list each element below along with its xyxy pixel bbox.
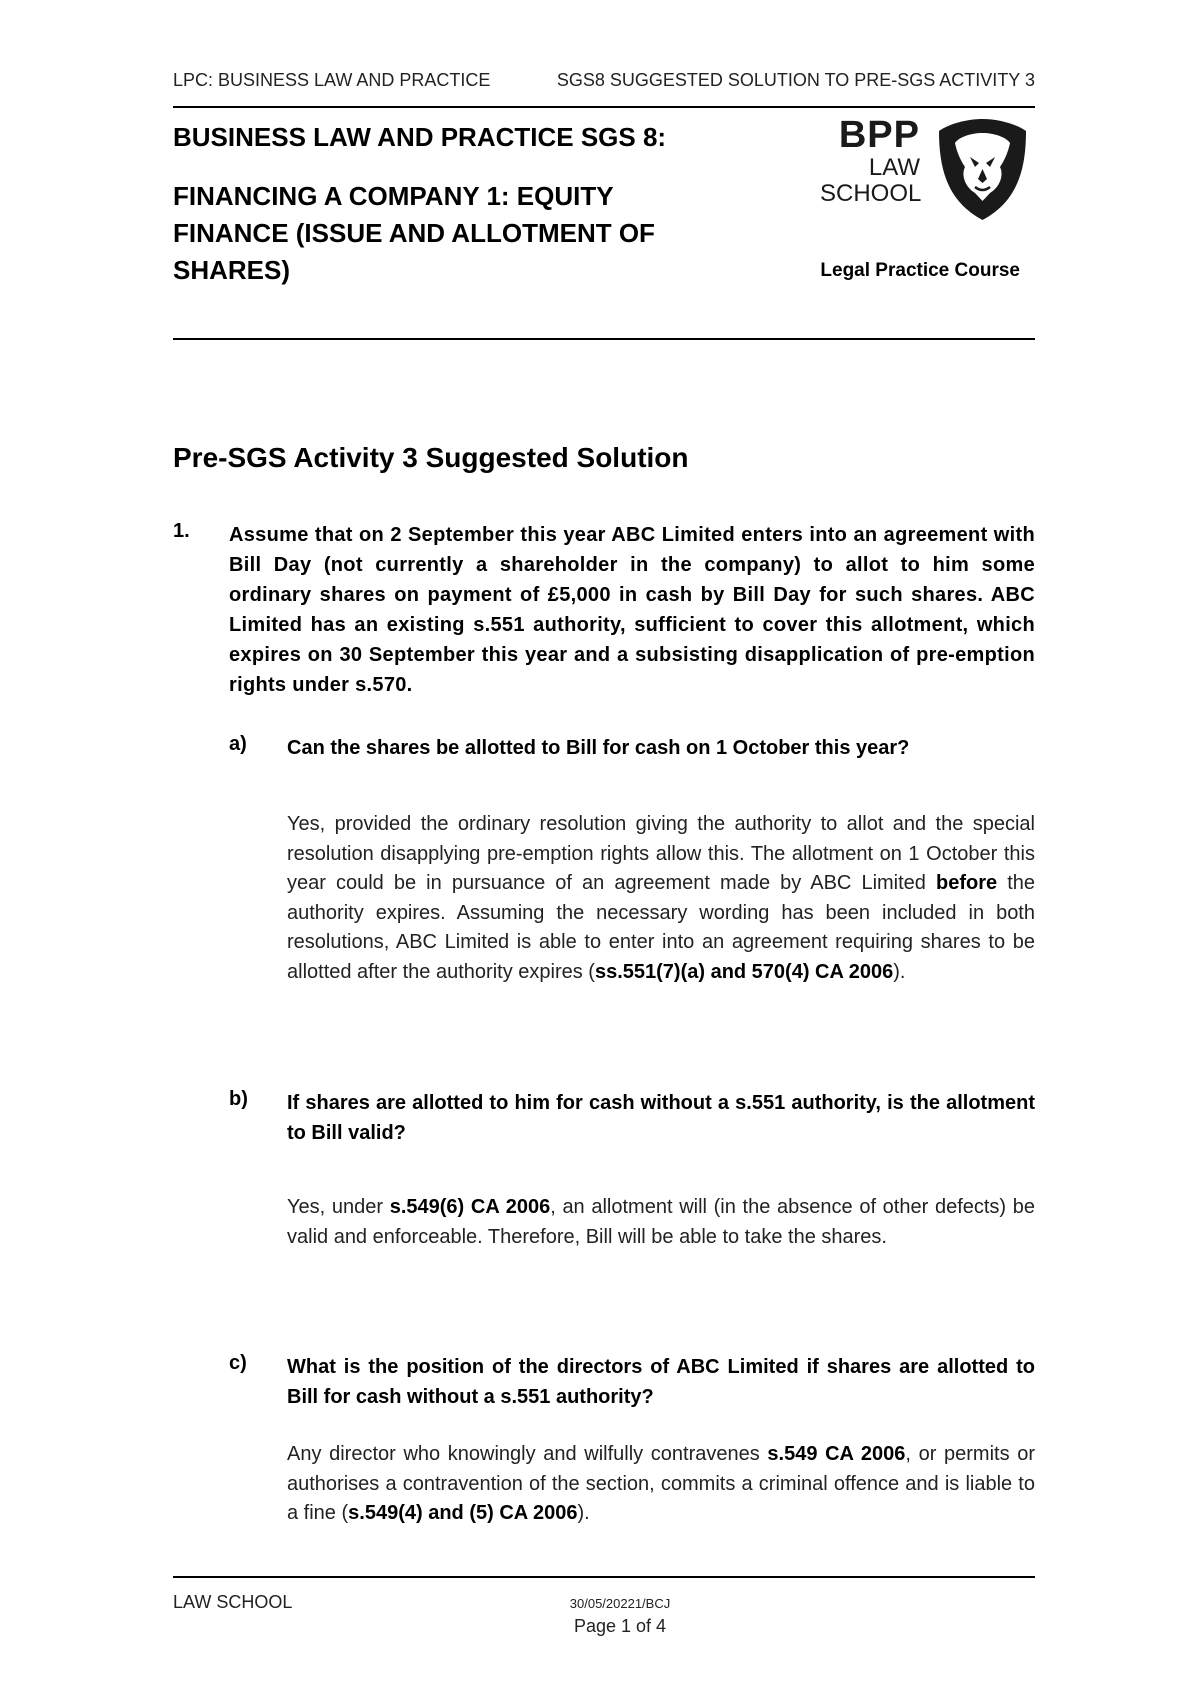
title-rule [173, 338, 1035, 340]
running-header [173, 70, 1035, 91]
logo-law-text: LAW [868, 154, 920, 181]
document-subtitle: FINANCING A COMPANY 1: EQUITY FINANCE (ISSUE AND ALLOTMENT OF SHARES) [173, 181, 655, 285]
part-a-answer [287, 810, 1035, 987]
part-b-answer-text-1: Yes, under [287, 1196, 390, 1218]
title-block [173, 120, 733, 289]
footer-law-school: LAW SCHOOL [173, 1592, 293, 1612]
part-b-question-text: If shares are allotted to him for cash without a s.551 authority, is the allotment to Bill valid? [287, 1092, 1035, 1144]
part-c-answer-text-1: Any director who knowingly and wilfully contravenes [287, 1443, 768, 1465]
part-b-answer-text-2: , an allotment will (in the absence of other defects) be valid and enforceable. Therefore, Bill will be able to take the shares. [287, 1196, 1036, 1248]
part-c-answer [287, 1440, 1035, 1529]
part-b-letter: b) [229, 1088, 248, 1110]
part-a-answer-bold-1: before [936, 872, 998, 894]
header-document-ref: SGS8 SUGGESTED SOLUTION TO PRE-SGS ACTIVITY 3 [556, 70, 1035, 90]
part-c-letter: c) [229, 1352, 247, 1374]
part-c-answer-bold-2: s.549(4) and (5) CA 2006 [348, 1502, 578, 1524]
part-c-answer-text-2: , or permits or authorises a contravention of the section, commits a criminal offence and is liable to a fine ( [287, 1443, 1036, 1524]
question-1-text: Assume that on 2 September this year ABC Limited enters into an agreement with Bill Day (not currently a shareholder in the company) to allot to him some ordinary shares on payment of £5,000 in cash by Bill Day for such shares. ABC Limited has an existing s.551 authority, sufficient to cover this allotment, which expires on 30 September this year and a subsisting disapplication of pre-emption rights under s.570. [229, 524, 1035, 696]
footer-reference: 30/05/20221/BCJ [569, 1596, 671, 1611]
document-title: BUSINESS LAW AND PRACTICE SGS 8: [173, 122, 667, 152]
logo-school-text: SCHOOL [820, 180, 922, 207]
part-c-answer-bold-1: s.549 CA 2006 [767, 1443, 906, 1465]
header-course: LPC: BUSINESS LAW AND PRACTICE [173, 70, 491, 90]
footer-rule [173, 1576, 1035, 1578]
part-a-answer-text-3: ). [893, 960, 906, 983]
course-label: Legal Practice Course [820, 260, 1020, 281]
header-rule [173, 106, 1035, 108]
part-b-answer [287, 1193, 1035, 1252]
part-a-answer-bold-2: ss.551(7)(a) and 570(4) CA 2006 [594, 960, 894, 983]
part-a-answer-text-2: the authority expires. Assuming the necessary wording has been included in both resolutions, ABC Limited is able to enter into an agreement requiring shares to be allotted after the authority expires ( [287, 872, 1036, 983]
logo-wordmark [820, 115, 920, 207]
part-a-question-text: Can the shares be allotted to Bill for cash on 1 October this year? [287, 737, 910, 759]
part-b-answer-bold-1: s.549(6) CA 2006 [389, 1196, 551, 1218]
question-1-number: 1. [173, 520, 190, 542]
part-c-question-text: What is the position of the directors of ABC Limited if shares are allotted to Bill for cash without a s.551 authority? [287, 1356, 1035, 1408]
page-number: Page 1 of 4 [573, 1616, 667, 1636]
part-a-answer-text-1: Yes, provided the ordinary resolution giving the authority to allot and the special resolution disapplying pre-emption rights allow this. The allotment on 1 October this year could be in pursuance of an agreement made by ABC Limited [287, 813, 1035, 894]
lion-shield-icon [935, 117, 1030, 222]
logo-bpp-text: BPP [838, 114, 920, 156]
part-a-letter: a) [229, 733, 247, 755]
part-c-answer-text-3: ). [577, 1502, 590, 1524]
bpp-law-school-logo [820, 115, 1040, 225]
section-heading: Pre-SGS Activity 3 Suggested Solution [173, 442, 689, 473]
